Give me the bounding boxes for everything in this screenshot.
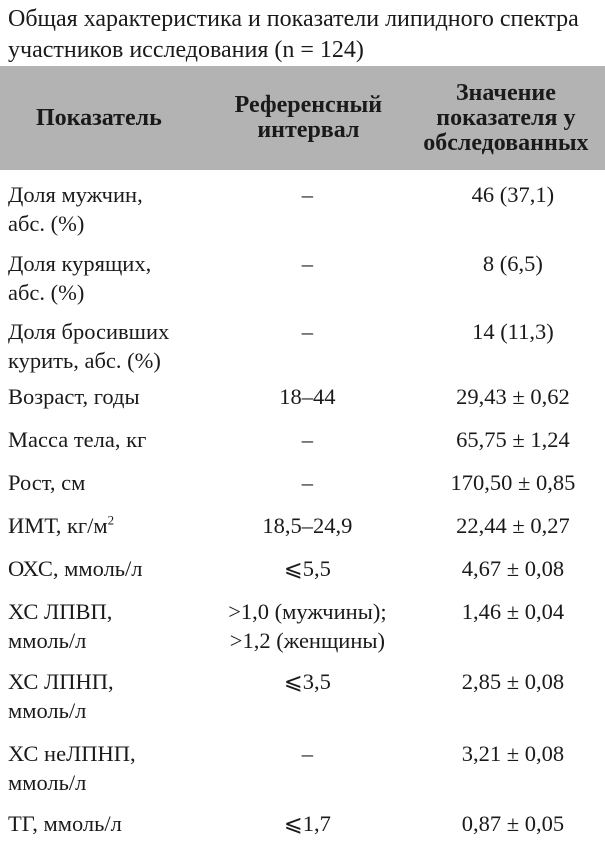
row-reference: ⩽5,5 [283,556,331,581]
table-row [0,312,605,382]
row-name: ОХС, ммоль/л [8,556,143,581]
row-reference: 18–44 [279,384,336,409]
row-value: 46 (37,1) [471,182,555,207]
row-value: 29,43 ± 0,62 [456,384,570,409]
superscript-2: 2 [107,512,115,528]
row-value: 4,67 ± 0,08 [461,556,565,581]
row-name: ИМТ, $кг/м^2$ [8,512,115,538]
table-header-row [0,66,605,170]
row-reference: – [301,251,314,276]
row-name: ТГ, ммоль/л [8,811,122,836]
row-name: ХС ЛПНП, ммоль/л [8,669,114,723]
row-name: ХС ЛПВП, ммоль/л [8,599,113,653]
row-name: Возраст, годы [8,384,140,409]
header-reference: Референсный интервал [208,66,407,170]
row-reference: – [301,741,314,766]
table-caption: Общая характеристика и показатели липидного спектра участников исследования (n = 124) [8,6,579,63]
table-row [0,667,605,737]
table-row [0,468,605,511]
row-name: ХС неЛПНП, ммоль/л [8,741,136,795]
table-row [0,597,605,667]
row-reference: >1,0 (мужчины); >1,2 (женщины) [228,599,387,653]
row-name: Рост, см [8,470,86,495]
row-name: Доля бросивших курить, абс. (%) [8,319,170,373]
row-value: 1,46 ± 0,04 [461,599,565,624]
row-reference: – [301,427,314,452]
table-row [0,170,605,243]
row-reference: – [301,319,314,344]
row-value: 170,50 ± 0,85 [450,470,576,495]
row-reference: ⩽3,5 [283,669,331,694]
row-reference: – [301,182,314,207]
table-row [0,554,605,597]
table-row [0,511,605,554]
row-value: 3,21 ± 0,08 [461,741,565,766]
table-row [0,243,605,312]
row-name: Масса тела, кг [8,427,147,452]
lipid-profile-table [0,66,605,849]
row-value: 8 (6,5) [482,251,543,276]
table-row [0,425,605,468]
row-value: 0,87 ± 0,05 [461,811,565,836]
row-reference: ⩽1,7 [283,811,331,836]
row-value: 14 (11,3) [472,319,554,344]
table-row [0,809,605,849]
row-reference: 18,5–24,9 [262,513,353,538]
header-param: Показатель [0,66,208,170]
table-row [0,382,605,425]
row-value: 65,75 ± 1,24 [456,427,570,452]
row-name: Доля мужчин, абс. (%) [8,182,143,236]
row-name: Доля курящих, абс. (%) [8,251,152,305]
row-value: 22,44 ± 0,27 [456,513,570,538]
row-reference: – [301,470,314,495]
table-row [0,737,605,809]
header-value: Значение показателя у обследованных [407,66,605,170]
row-value: 2,85 ± 0,08 [461,669,565,694]
